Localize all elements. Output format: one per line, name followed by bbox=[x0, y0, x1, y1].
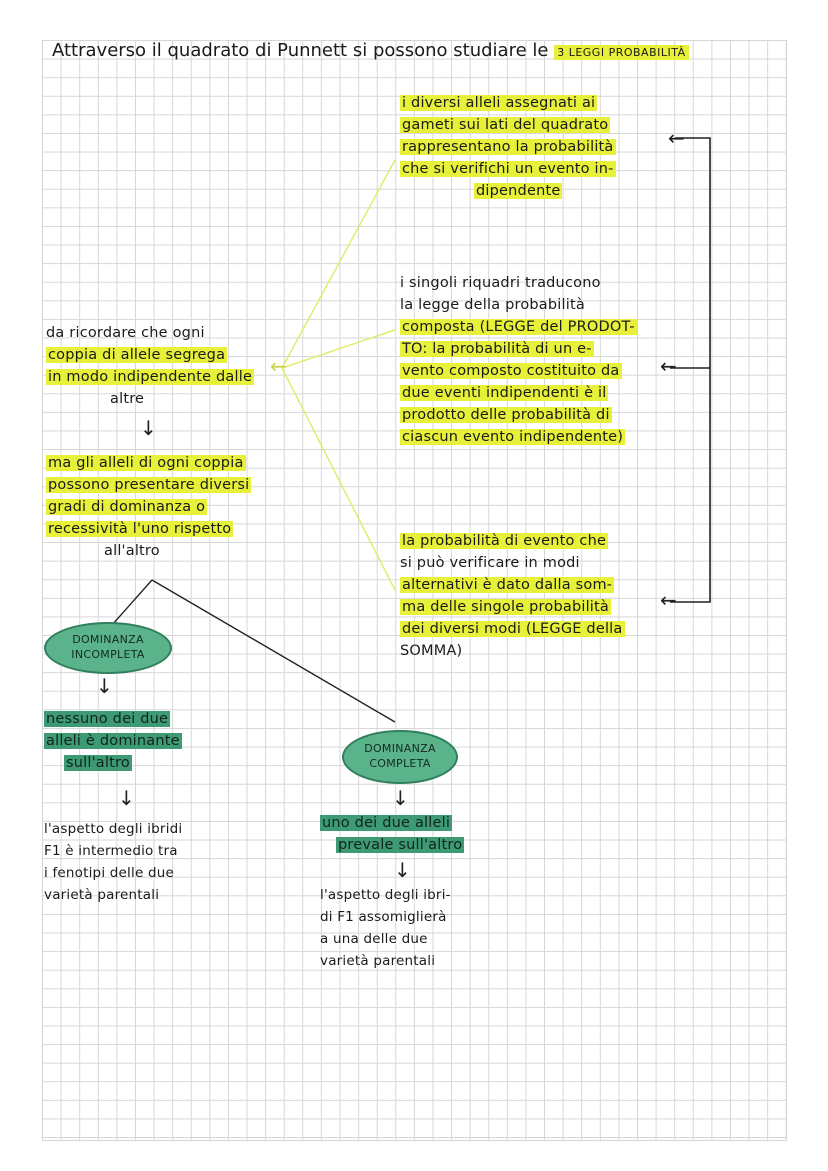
remember-note: da ricordare che ogni coppia di allele segrega in modo indipendente dalle altre bbox=[46, 325, 253, 407]
incomplete-result: l'aspetto degli ibridi F1 è intermedio tra i fenotipi delle due varietà parentali bbox=[44, 821, 183, 903]
diag-to-complete bbox=[152, 580, 395, 722]
left-arrow-icon: ← bbox=[270, 354, 287, 378]
complete-dominance-badge: DOMINANZA COMPLETA bbox=[342, 730, 458, 784]
product-law-note: i singoli riquadri traducono la legge della probabilità composta (LEGGE del PRODOT- TO: la probabilità di un e- vento composto costituito da due eventi indipendenti è il prodotto delle probabilità di ciascun evento indipendente) bbox=[400, 275, 635, 445]
down-arrow-icon: ↓ bbox=[394, 858, 411, 882]
fan-line-top bbox=[282, 160, 395, 368]
incomplete-description: nessuno dei due alleli è dominante sull'altro bbox=[46, 711, 180, 771]
dominance-degrees-note: ma gli alleli di ogni coppia possono presentare diversi gradi di dominanza o recessività l'uno rispetto all'altro bbox=[48, 455, 250, 559]
title-highlight: 3 LEGGI PROBABILITÀ bbox=[554, 45, 688, 60]
gametes-note: i diversi alleli assegnati ai gameti sui lati del quadrato rappresentano la probabilità che si verifichi un evento in- dipendente bbox=[402, 95, 614, 199]
left-arrow-icon: ← bbox=[668, 126, 685, 150]
down-arrow-icon: ↓ bbox=[140, 416, 157, 440]
incomplete-dominance-badge: DOMINANZA INCOMPLETA bbox=[44, 622, 172, 674]
down-arrow-icon: ↓ bbox=[392, 786, 409, 810]
complete-description: uno dei due alleli prevale sull'altro bbox=[322, 815, 463, 853]
page-title: Attraverso il quadrato di Punnett si possono studiare le 3 LEGGI PROBABILITÀ bbox=[52, 40, 689, 61]
down-arrow-icon: ↓ bbox=[118, 786, 135, 810]
left-arrow-icon: ← bbox=[660, 354, 677, 378]
complete-result: l'aspetto degli ibri- di F1 assomiglierà a una delle due varietà parentali bbox=[320, 887, 451, 969]
down-arrow-icon: ↓ bbox=[96, 674, 113, 698]
left-arrow-icon: ← bbox=[660, 588, 677, 612]
diag-to-incomplete bbox=[112, 580, 152, 625]
sum-law-note: la probabilità di evento che si può verificare in modi alternativi è dato dalla som- ma delle singole probabilità dei diversi modi (LEGGE della SOMMA) bbox=[400, 533, 623, 659]
fan-line-bot bbox=[282, 368, 395, 590]
